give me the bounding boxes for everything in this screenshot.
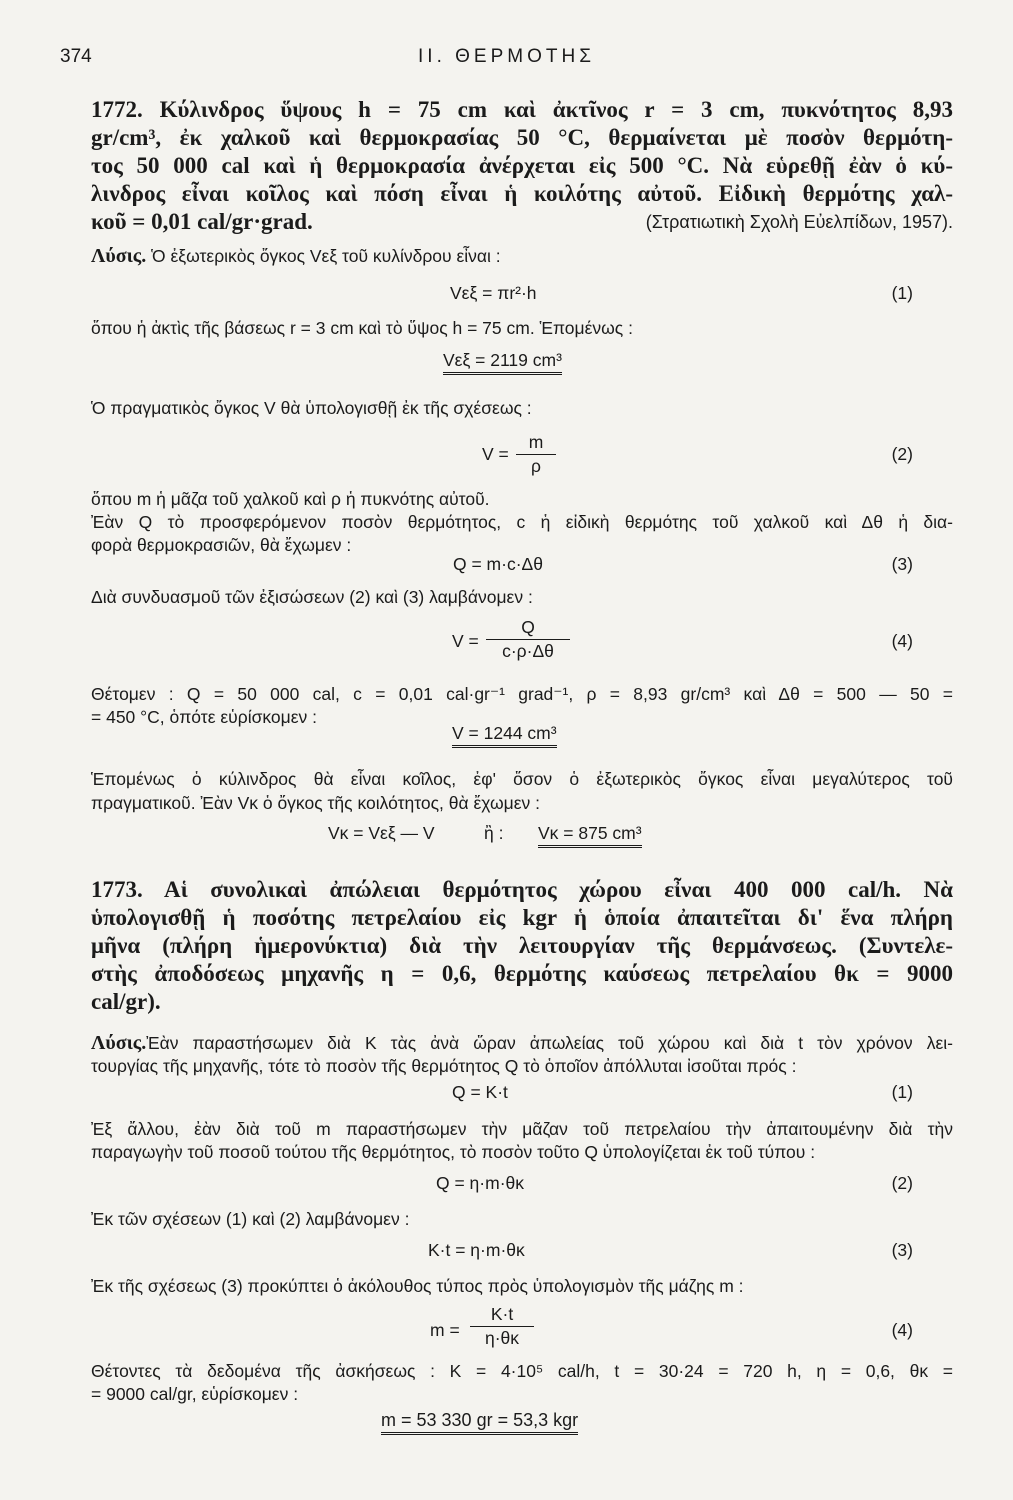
fraction-m-over-rho: $\frac{m}{\rho}$: [516, 432, 556, 477]
equation-lhs: V =: [452, 631, 479, 651]
problem-1773-line: cal/gr).: [91, 989, 161, 1014]
equation-or: ἢ :: [484, 823, 504, 843]
text-line: Θέτοντες τὰ δεδομένα τῆς ἀσκήσεως : K = 4·10⁵ cal/h, t = 30·24 = 720 h, η = 0,6, θκ =: [91, 1361, 953, 1381]
result-oil-mass: m = 53 330 gr = 53,3 kgr: [381, 1410, 578, 1431]
equation-number: (4): [891, 1320, 913, 1340]
equation-outer-volume: Vεξ = πr²·h: [450, 283, 537, 303]
equation-number: (2): [891, 444, 913, 464]
equation-number: (1): [891, 1082, 913, 1102]
equation-number: (3): [891, 1240, 913, 1260]
text-line: Ἐκ τῆς σχέσεως (3) προκύπτει ὁ ἀκόλουθος τύπος πρὸς ὑπολογισμὸν τῆς μάζης m :: [91, 1276, 744, 1296]
problem-1772-line: 1772. Κύλινδρος ὕψους h = 75 cm καὶ ἀκτῖνος r = 3 cm, πυκνότητος 8,93: [91, 97, 953, 122]
problem-1773-line: ὑπολογισθῇ ἡ ποσότης πετρελαίου εἰς kgr ἡ ὁποία ἀπαιτεῖται δι' ἕνα πλήρη: [91, 905, 953, 930]
text-line: τουργίας τῆς μηχανῆς, τότε τὸ ποσὸν τῆς θερμότητος Q τὸ ὁποῖον ἀπόλλυται ἰσοῦται πρός :: [91, 1056, 797, 1076]
problem-1772-line: gr/cm³, ἐκ χαλκοῦ καὶ θερμοκρασίας 50 °C, θερμαίνεται μὲ ποσὸν θερμότη-: [91, 125, 953, 150]
problem-1772-line: τος 50 000 cal καὶ ἡ θερμοκρασία ἀνέρχεται εἰς 500 °C. Νὰ εὑρεθῇ ἐὰν ὁ κύ-: [91, 153, 953, 178]
equation-number: (2): [891, 1173, 913, 1193]
fraction-kt-over-eta-theta: $\frac{K\cdot t}{\eta\cdot\theta\kappa}$: [470, 1304, 534, 1349]
equation-lhs: V =: [482, 444, 509, 464]
result-real-volume: V = 1244 cm³: [452, 723, 557, 744]
text-line: ὅπου ἡ ἀκτὶς τῆς βάσεως r = 3 cm καὶ τὸ ὕψος h = 75 cm. Ἑπομένως :: [91, 318, 633, 338]
problem-1773-line: μῆνα (πλήρη ἡμερονύκτια) διὰ τὴν λειτουργίαν τῆς θερμάνσεως. (Συντελε-: [91, 933, 953, 958]
problem-1772-line: λινδρος εἶναι κοῖλος καὶ πόση εἶναι ἡ κοιλότης αὐτοῦ. Εἰδικὴ θερμότης χαλ-: [91, 181, 953, 206]
equation-combined: K·t = η·m·θκ: [428, 1240, 525, 1260]
solution-label: Λύσις.: [91, 1032, 147, 1054]
text-line: Ἐὰν Q τὸ προσφερόμενον ποσὸν θερμότητος, c ἡ εἰδικὴ θερμότης τοῦ χαλκοῦ καὶ Δθ ἡ δια-: [91, 512, 953, 532]
text-line: Ἑπομένως ὁ κύλινδρος θὰ εἶναι κοῖλος, ἐφ' ὅσον ὁ ἐξωτερικὸς ὄγκος εἶναι μεγαλύτερος τοῦ: [91, 769, 953, 789]
equation-number: (3): [891, 554, 913, 574]
result-outer-volume: Vεξ = 2119 cm³: [443, 350, 562, 371]
problem-1772-line: κοῦ = 0,01 cal/gr·grad.: [91, 209, 313, 234]
text-line: πραγματικοῦ. Ἐὰν Vκ ὁ ὄγκος τῆς κοιλότητος, θὰ ἔχωμεν :: [91, 793, 541, 813]
text-line: ὅπου m ἡ μᾶζα τοῦ χαλκοῦ καὶ ρ ἡ πυκνότης αὐτοῦ.: [91, 489, 490, 509]
equation-number: (1): [891, 283, 913, 303]
text-line: = 9000 cal/gr, εὑρίσκομεν :: [91, 1384, 299, 1404]
solution-1773-intro: Λύσις.Ἐὰν παραστήσωμεν διὰ K τὰς ἀνὰ ὥραν ἀπωλείας τοῦ χώρου καὶ διὰ t τὸν χρόνον λει-: [91, 1032, 953, 1054]
text-line: Ἐκ τῶν σχέσεων (1) καὶ (2) λαμβάνομεν :: [91, 1209, 410, 1229]
text-line: Ἐξ ἄλλου, ἐὰν διὰ τοῦ m παραστήσωμεν τὴν μᾶζαν τοῦ πετρελαίου τὴν ἀπαιτουμένην διὰ τὴν: [91, 1119, 953, 1139]
result-cavity-volume: Vκ = 875 cm³: [538, 823, 642, 844]
problem-1773-line: στὴς ἀποδόσεως μηχανῆς η = 0,6, θερμότης καύσεως πετρελαίου θκ = 9000: [91, 961, 953, 986]
equation-heat-loss: Q = K·t: [452, 1082, 508, 1102]
fraction-q-over-c-rho-dtheta: $\frac{Q}{c\cdot\rho\cdot\Delta\theta}$: [486, 617, 570, 662]
text-line: = 450 °C, ὁπότε εὑρίσκομεν :: [91, 707, 318, 727]
text-line: Θέτομεν : Q = 50 000 cal, c = 0,01 cal·gr⁻¹ grad⁻¹, ρ = 8,93 gr/cm³ καὶ Δθ = 500 — 50 =: [91, 684, 953, 704]
problem-1772-source: (Στρατιωτικὴ Σχολὴ Εὐελπίδων, 1957).: [645, 212, 953, 232]
text-line: φορὰ θερμοκρασιῶν, θὰ ἔχωμεν :: [91, 535, 352, 555]
text-line: Ὁ πραγματικὸς ὄγκος V θὰ ὑπολογισθῇ ἐκ τῆς σχέσεως :: [91, 398, 532, 418]
equation-heat: Q = m·c·Δθ: [453, 554, 543, 574]
solution-label: Λύσις.: [91, 245, 147, 267]
chapter-title: II. ΘΕΡΜΟΤΗΣ: [418, 46, 595, 67]
solution-1772-intro: Λύσις. Ὁ ἐξωτερικὸς ὄγκος Vεξ τοῦ κυλίνδρου εἶναι :: [91, 245, 501, 267]
equation-number: (4): [891, 631, 913, 651]
equation-oil-heat: Q = η·m·θκ: [436, 1173, 525, 1193]
equation-lhs: m =: [430, 1320, 460, 1340]
equation-cavity: Vκ = Vεξ — V: [328, 823, 435, 843]
text-line: παραγωγὴν τοῦ ποσοῦ τούτου τῆς θερμότητος, τὸ ποσὸν τοῦτο Q ὑπολογίζεται ἐκ τοῦ τύπου :: [91, 1142, 816, 1162]
text-line: Διὰ συνδυασμοῦ τῶν ἐξισώσεων (2) καὶ (3) λαμβάνομεν :: [91, 587, 533, 607]
page-number: 374: [60, 46, 92, 67]
problem-1773-line: 1773. Αἱ συνολικαὶ ἀπώλειαι θερμότητος χώρου εἶναι 400 000 cal/h. Νὰ: [91, 877, 953, 902]
